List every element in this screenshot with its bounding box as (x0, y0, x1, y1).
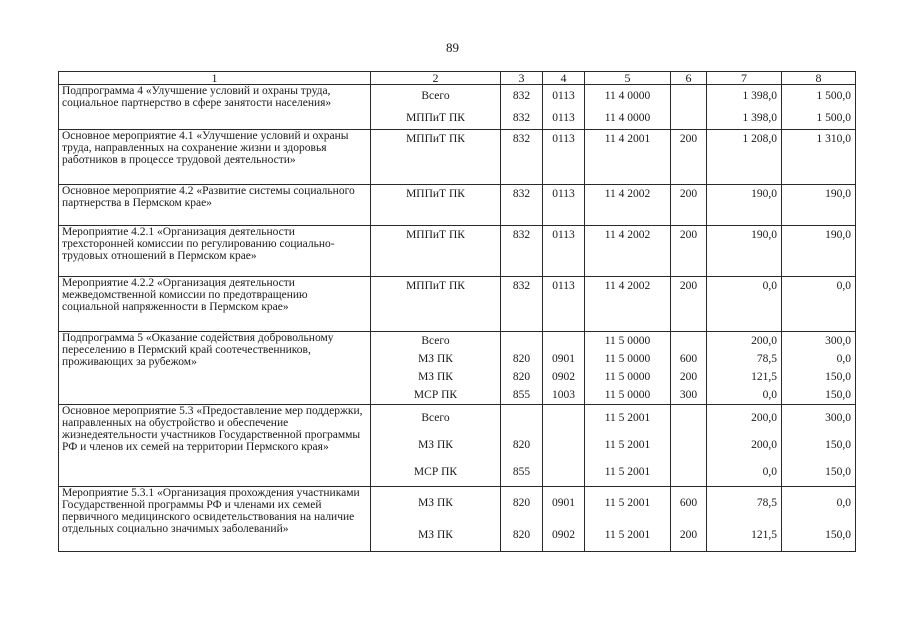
cell-col-6 (671, 405, 707, 487)
cell-col-3 (501, 332, 543, 405)
cell-value (671, 107, 706, 129)
column-header: 3 (501, 72, 543, 85)
cell-value: 150,0 (825, 529, 851, 541)
cell-value: 11 4 2002 (604, 280, 651, 292)
cell-value: 11 4 2001 (604, 133, 651, 145)
row-title: Основное мероприятие 4.2 «Развитие системы социального партнерства в Пермском крае» (59, 185, 371, 226)
cell-value: 820 (512, 353, 531, 365)
cell-value: 820 (512, 371, 531, 383)
row-title: Подпрограмма 5 «Оказание содействия добровольному переселению в Пермский край соотечественников, проживающих за рубежом» (59, 332, 371, 405)
cell-value: 1 500,0 (816, 90, 851, 102)
cell-col-6 (671, 277, 707, 332)
cell-col-4 (543, 332, 585, 405)
cell-col-2 (371, 405, 501, 487)
row-title: Мероприятие 4.2.2 «Организация деятельности межведомственной комиссии по предотвращению социальной напряженности в Пермском крае» (59, 277, 371, 332)
cell-value: 190,0 (751, 188, 777, 200)
cell-value (671, 85, 706, 107)
cell-col-6 (671, 130, 707, 185)
cell-value: 0113 (552, 90, 575, 102)
cell-value: 11 4 2002 (604, 229, 651, 241)
column-header: 4 (543, 72, 585, 85)
cell-col-8 (782, 226, 856, 277)
cell-col-8 (782, 185, 856, 226)
row-title: Мероприятие 5.3.1 «Организация прохождения участниками Государственной программы РФ и членами их семей первичного медицинского освидетельствования на наличие отдельных социально значимых заболеваний» (59, 487, 371, 552)
cell-col-7 (707, 226, 782, 277)
cell-value: 0113 (552, 133, 575, 145)
cell-value: 300,0 (825, 412, 851, 424)
cell-value: 11 5 2001 (604, 412, 651, 424)
cell-value: 11 5 0000 (604, 335, 651, 347)
cell-value: 832 (512, 280, 531, 292)
cell-value: 150,0 (825, 439, 851, 451)
cell-col-7 (707, 332, 782, 405)
cell-value: 200 (679, 133, 698, 145)
cell-value: МЗ ПК (418, 529, 453, 541)
cell-col-2 (371, 487, 501, 552)
cell-col-3 (501, 487, 543, 552)
cell-value: 200 (679, 529, 698, 541)
cell-col-4 (543, 405, 585, 487)
cell-col-8 (782, 405, 856, 487)
cell-col-8 (782, 130, 856, 185)
cell-value: 200 (679, 229, 698, 241)
cell-value: МППиТ ПК (406, 112, 465, 124)
column-header: 5 (585, 72, 671, 85)
column-header: 8 (782, 72, 856, 85)
cell-col-4 (543, 185, 585, 226)
cell-value: 0902 (552, 529, 575, 541)
cell-value: Всего (421, 335, 450, 347)
table-row (59, 487, 856, 552)
cell-value: МППиТ ПК (406, 229, 465, 241)
header-row (59, 72, 856, 85)
cell-value: 11 5 0000 (604, 371, 651, 383)
cell-value: 1 208,0 (742, 133, 777, 145)
cell-value: 200 (679, 371, 698, 383)
cell-value: 0,0 (836, 353, 851, 365)
table-row (59, 277, 856, 332)
cell-value: 150,0 (825, 466, 851, 478)
cell-col-7 (707, 185, 782, 226)
cell-col-6 (671, 487, 707, 552)
cell-col-7 (707, 85, 782, 130)
cell-value: 78,5 (756, 353, 777, 365)
cell-value (543, 405, 584, 432)
cell-value: 1 310,0 (816, 133, 851, 145)
cell-value: 832 (512, 133, 531, 145)
cell-value: 0901 (552, 497, 575, 509)
cell-value (543, 459, 584, 486)
column-header: 2 (371, 72, 501, 85)
cell-col-4 (543, 487, 585, 552)
cell-value (671, 332, 706, 350)
cell-value (501, 332, 542, 350)
cell-col-4 (543, 130, 585, 185)
cell-value: 0,0 (836, 280, 851, 292)
cell-col-5 (585, 332, 671, 405)
cell-value: 1 398,0 (742, 90, 777, 102)
cell-value: 820 (512, 439, 531, 451)
table-row (59, 332, 856, 405)
cell-value: 150,0 (825, 371, 851, 383)
cell-col-6 (671, 332, 707, 405)
cell-value: 1003 (552, 389, 575, 401)
cell-col-5 (585, 185, 671, 226)
cell-value: 11 5 2001 (604, 497, 651, 509)
cell-value: 600 (679, 353, 698, 365)
cell-col-5 (585, 487, 671, 552)
cell-value: 0113 (552, 280, 575, 292)
cell-value: 820 (512, 497, 531, 509)
table-row (59, 130, 856, 185)
budget-table (58, 71, 856, 552)
cell-value: 0902 (552, 371, 575, 383)
cell-value: Всего (421, 412, 450, 424)
cell-value: МЗ ПК (418, 353, 453, 365)
cell-value: 855 (512, 466, 531, 478)
cell-col-3 (501, 185, 543, 226)
cell-value: 200,0 (751, 335, 777, 347)
table-row (59, 85, 856, 130)
cell-col-3 (501, 277, 543, 332)
cell-col-3 (501, 226, 543, 277)
cell-col-7 (707, 487, 782, 552)
row-title: Подпрограмма 4 «Улучшение условий и охраны труда, социальное партнерство в сфере занятости населения» (59, 85, 371, 130)
cell-value: 11 5 2001 (604, 439, 651, 451)
cell-value: 121,5 (751, 371, 777, 383)
cell-col-4 (543, 226, 585, 277)
column-header: 7 (707, 72, 782, 85)
cell-value: 11 5 2001 (604, 466, 651, 478)
cell-value: 600 (679, 497, 698, 509)
cell-value: 200,0 (751, 412, 777, 424)
row-title: Основное мероприятие 4.1 «Улучшение условий и охраны труда, направленных на сохранение жизни и здоровья работников в процессе трудовой деятельности» (59, 130, 371, 185)
cell-col-5 (585, 277, 671, 332)
cell-value: 1 500,0 (816, 112, 851, 124)
cell-value: 1 398,0 (742, 112, 777, 124)
cell-value: 78,5 (756, 497, 777, 509)
cell-col-3 (501, 405, 543, 487)
cell-value (671, 432, 706, 459)
cell-col-8 (782, 332, 856, 405)
cell-value: 832 (512, 229, 531, 241)
cell-value: 11 4 0000 (604, 112, 651, 124)
cell-col-4 (543, 85, 585, 130)
cell-value: 832 (512, 112, 531, 124)
cell-value: 11 5 0000 (604, 389, 651, 401)
cell-value: 0,0 (836, 497, 851, 509)
cell-col-8 (782, 277, 856, 332)
cell-value: 200 (679, 188, 698, 200)
row-title: Мероприятие 4.2.1 «Организация деятельности трехсторонней комиссии по регулированию социально-трудовых отношений в Пермском крае» (59, 226, 371, 277)
table-row (59, 185, 856, 226)
cell-col-2 (371, 130, 501, 185)
cell-value: МЗ ПК (418, 497, 453, 509)
cell-value: 200 (679, 280, 698, 292)
cell-value: 0113 (552, 188, 575, 200)
cell-value: 200,0 (751, 439, 777, 451)
cell-value: 0113 (552, 229, 575, 241)
cell-value: 0901 (552, 353, 575, 365)
cell-col-5 (585, 226, 671, 277)
cell-col-2 (371, 332, 501, 405)
cell-value: 190,0 (825, 229, 851, 241)
table-row (59, 405, 856, 487)
cell-value: 0,0 (762, 280, 777, 292)
cell-col-7 (707, 130, 782, 185)
cell-value: 832 (512, 188, 531, 200)
cell-col-2 (371, 277, 501, 332)
cell-value: МЗ ПК (418, 371, 453, 383)
cell-col-3 (501, 130, 543, 185)
row-title: Основное мероприятие 5.3 «Предоставление мер поддержки, направленных на обустройство и обеспечение жизнедеятельности участников Государственной программы РФ и членов их семей на территории Пермского края» (59, 405, 371, 487)
cell-value: МППиТ ПК (406, 188, 465, 200)
cell-col-6 (671, 226, 707, 277)
cell-col-2 (371, 226, 501, 277)
cell-col-5 (585, 85, 671, 130)
page-number: 89 (446, 40, 459, 55)
cell-value: 11 5 2001 (604, 529, 651, 541)
cell-value: 11 5 0000 (604, 353, 651, 365)
cell-value: 832 (512, 90, 531, 102)
cell-col-3 (501, 85, 543, 130)
cell-value: 300,0 (825, 335, 851, 347)
cell-col-6 (671, 185, 707, 226)
cell-value: МСР ПК (413, 389, 458, 401)
cell-col-4 (543, 277, 585, 332)
column-header: 6 (671, 72, 707, 85)
table-row (59, 226, 856, 277)
cell-value: 855 (512, 389, 531, 401)
cell-value: 150,0 (825, 389, 851, 401)
cell-value: МСР ПК (413, 466, 458, 478)
cell-col-5 (585, 405, 671, 487)
cell-value: 121,5 (751, 529, 777, 541)
cell-value: 0,0 (762, 389, 777, 401)
cell-value: МППиТ ПК (406, 133, 465, 145)
cell-col-7 (707, 405, 782, 487)
cell-value (671, 405, 706, 432)
cell-value: 11 4 0000 (604, 90, 651, 102)
cell-value: Всего (421, 90, 450, 102)
cell-col-2 (371, 185, 501, 226)
cell-value: 190,0 (751, 229, 777, 241)
cell-col-5 (585, 130, 671, 185)
cell-value (501, 405, 542, 432)
cell-value: 820 (512, 529, 531, 541)
cell-col-6 (671, 85, 707, 130)
cell-value: 190,0 (825, 188, 851, 200)
cell-value (543, 332, 584, 350)
cell-col-8 (782, 487, 856, 552)
cell-value: 11 4 2002 (604, 188, 651, 200)
cell-value: 300 (679, 389, 698, 401)
cell-col-7 (707, 277, 782, 332)
column-header: 1 (59, 72, 371, 85)
cell-value: МЗ ПК (418, 439, 453, 451)
cell-value: 0,0 (762, 466, 777, 478)
cell-value (543, 432, 584, 459)
cell-value (671, 459, 706, 486)
cell-col-8 (782, 85, 856, 130)
cell-value: 0113 (552, 112, 575, 124)
cell-value: МППиТ ПК (406, 280, 465, 292)
cell-col-2 (371, 85, 501, 130)
